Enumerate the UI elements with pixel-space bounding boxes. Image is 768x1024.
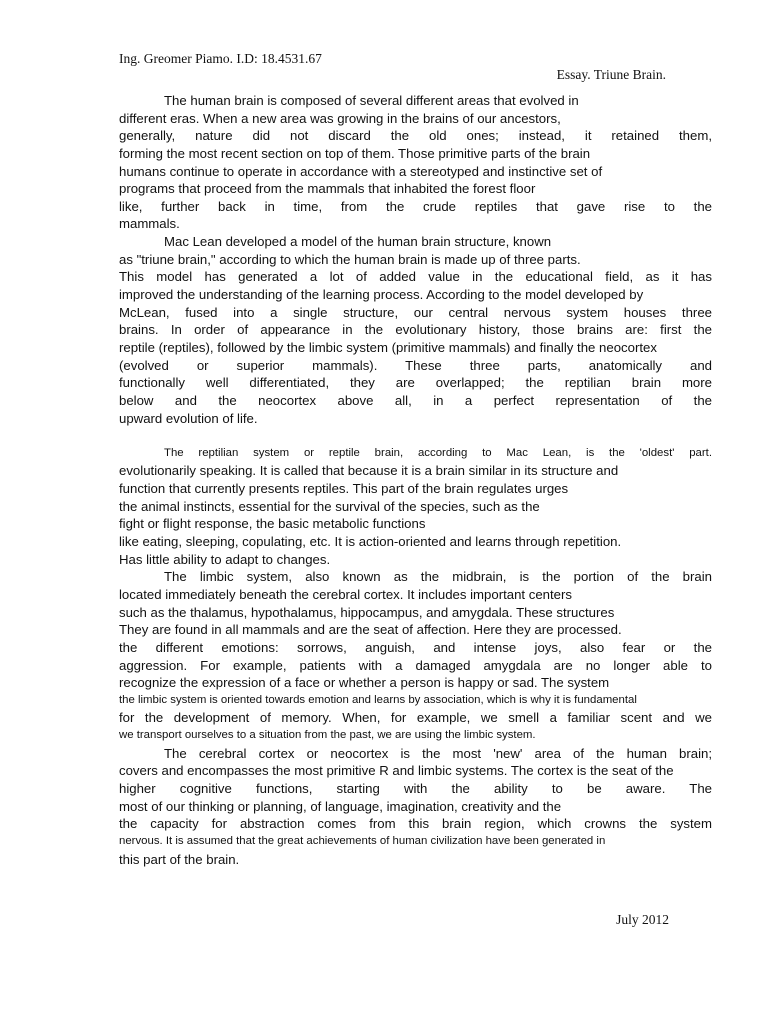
author-line: Ing. Greomer Piamo. I.D: 18.4531.67 xyxy=(119,51,322,66)
text-line: the limbic system is oriented towards emotion and learns by association, which is why it is fundamental xyxy=(119,693,637,706)
text-line: functionally well differentiated, they are overlapped; the reptilian brain more xyxy=(119,375,712,391)
text-line: most of our thinking or planning, of language, imagination, creativity and the xyxy=(119,798,562,814)
date-line: July 2012 xyxy=(616,912,669,927)
text-line: forming the most recent section on top of them. Those primitive parts of the brain xyxy=(119,145,591,161)
text-line: aggression. For example, patients with a damaged amygdala are no longer able to xyxy=(119,657,712,673)
essay-title: Essay. Triune Brain. xyxy=(556,67,666,82)
text-line: like eating, sleeping, copulating, etc. It is action-oriented and learns through repetition. xyxy=(119,534,622,550)
text-line: The cerebral cortex or neocortex is the most 'new' area of the human brain; xyxy=(164,745,712,761)
text-line: The reptilian system or reptile brain, according to Mac Lean, is the 'oldest' part. xyxy=(164,446,712,459)
text-line: located immediately beneath the cerebral cortex. It includes important centers xyxy=(119,586,573,602)
text-line: for the development of memory. When, for example, we smell a familiar scent and we xyxy=(119,710,712,726)
text-line: the capacity for abstraction comes from this brain region, which crowns the system xyxy=(119,816,712,832)
text-line: we transport ourselves to a situation from the past, we are using the limbic system. xyxy=(119,729,536,742)
text-line: such as the thalamus, hypothalamus, hippocampus, and amygdala. These structures xyxy=(119,604,615,620)
text-line: improved the understanding of the learning process. According to the model developed by xyxy=(119,287,644,303)
text-line: This model has generated a lot of added value in the educational field, as it has xyxy=(119,269,712,285)
text-line: programs that proceed from the mammals that inhabited the forest floor xyxy=(119,181,536,197)
text-line: McLean, fused into a single structure, our central nervous system houses three xyxy=(119,304,712,320)
essay-body xyxy=(119,92,712,868)
text-line: evolutionarily speaking. It is called that because it is a brain similar in its structure and xyxy=(119,463,619,479)
text-line: function that currently presents reptiles. This part of the brain regulates urges xyxy=(119,481,569,497)
text-line: Has little ability to adapt to changes. xyxy=(119,551,331,567)
text-line: the different emotions: sorrows, anguish, and intense joys, also fear or the xyxy=(119,639,712,655)
text-line: They are found in all mammals and are the seat of affection. Here they are processed. xyxy=(119,622,622,638)
text-line: this part of the brain. xyxy=(119,851,240,867)
text-line: as "triune brain," according to which the human brain is made up of three parts. xyxy=(119,251,581,267)
text-line: fight or flight response, the basic metabolic functions xyxy=(119,516,426,532)
text-line: The human brain is composed of several different areas that evolved in xyxy=(164,93,579,108)
text-line: generally, nature did not discard the old ones; instead, it retained them, xyxy=(119,128,712,144)
text-line: like, further back in time, from the crude reptiles that gave rise to the xyxy=(119,198,712,214)
text-line: mammals. xyxy=(119,216,180,232)
text-line: covers and encompasses the most primitive R and limbic systems. The cortex is the seat of the xyxy=(119,763,674,779)
text-line: The limbic system, also known as the midbrain, is the portion of the brain xyxy=(164,569,712,585)
text-line: higher cognitive functions, starting with the ability to be aware. The xyxy=(119,780,712,796)
text-line: different eras. When a new area was growing in the brains of our ancestors, xyxy=(119,110,561,126)
text-line: Mac Lean developed a model of the human brain structure, known xyxy=(164,234,552,250)
text-line: recognize the expression of a face or whether a person is happy or sad. The system xyxy=(119,675,610,691)
text-line: brains. In order of appearance in the evolutionary history, those brains are: first the xyxy=(119,322,712,338)
text-line: humans continue to operate in accordance with a stereotyped and instinctive set of xyxy=(119,163,603,179)
text-line: (evolved or superior mammals). These three parts, anatomically and xyxy=(119,357,712,373)
text-line: upward evolution of life. xyxy=(119,410,258,426)
text-line: nervous. It is assumed that the great achievements of human civilization have been generated in xyxy=(119,834,606,847)
paragraph-gap xyxy=(119,427,712,445)
text-line: reptile (reptiles), followed by the limbic system (primitive mammals) and finally the neocortex xyxy=(119,339,657,355)
text-line: below and the neocortex above all, in a perfect representation of the xyxy=(119,392,712,408)
text-line: the animal instincts, essential for the survival of the species, such as the xyxy=(119,498,540,514)
